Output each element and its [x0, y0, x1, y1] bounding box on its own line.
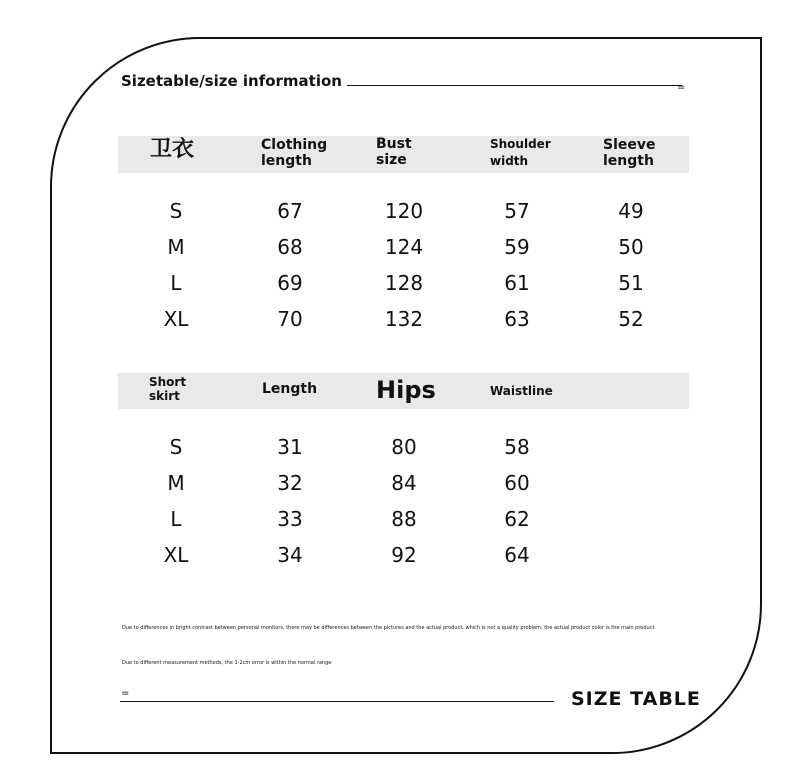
table2-header-short-skirt: Short skirt	[149, 375, 187, 403]
table2-cell: 88	[391, 507, 417, 531]
table2-cell: 64	[504, 543, 530, 567]
table1-cell: 61	[504, 271, 530, 295]
table2-cell: M	[167, 471, 185, 495]
table2-cell: XL	[163, 543, 189, 567]
table1-cell: 128	[384, 271, 424, 295]
header-rule	[347, 85, 682, 86]
table1-header-bust-size: Bust size	[376, 136, 412, 168]
footer-size-table-label: SIZE TABLE	[571, 688, 701, 710]
header-eq-mark: =	[677, 82, 686, 93]
table1-cell: 52	[618, 307, 644, 331]
table1-cell: 59	[504, 235, 530, 259]
table2-cell: 80	[391, 435, 417, 459]
table1-header-shoulder-width: Shoulder width	[490, 137, 551, 168]
table2-cell: 92	[391, 543, 417, 567]
table1-cell: 57	[504, 199, 530, 223]
table2-cell: 84	[391, 471, 417, 495]
table2-header-length: Length	[262, 381, 318, 397]
table2-cell: 58	[504, 435, 530, 459]
table1-cell: 63	[504, 307, 530, 331]
table2-header-waistline: Waistline	[490, 384, 553, 398]
table1-cell: S	[169, 199, 183, 223]
page-title: Sizetable/size information	[121, 72, 342, 90]
table1-cell: 51	[618, 271, 644, 295]
footer-rule	[120, 701, 554, 702]
table1-cell: M	[167, 235, 185, 259]
table1-header-sleeve-length: Sleeve length	[603, 137, 656, 169]
table2-cell: 31	[277, 435, 303, 459]
table1-cell: 67	[277, 199, 303, 223]
table1-cell: 70	[277, 307, 303, 331]
table2-cell: 32	[277, 471, 303, 495]
table2-cell: 62	[504, 507, 530, 531]
table1-cell: 68	[277, 235, 303, 259]
table1-cell: 69	[277, 271, 303, 295]
table2-header-hips: Hips	[376, 376, 436, 404]
table2-cell: L	[170, 507, 182, 531]
table1-cell: L	[170, 271, 182, 295]
table2-cell: S	[169, 435, 183, 459]
note-measurement-error: Due to different measurement methods, the 1-2cm error is within the normal range	[122, 660, 332, 666]
note-monitor-difference: Due to differences in bright contrast between personal monitors, there may be differences between the pictures and the actual product, which is not a quality problem, the actual product color is the main product	[122, 625, 655, 631]
table2-cell: 60	[504, 471, 530, 495]
table2-cell: 33	[277, 507, 303, 531]
table2-cell: 34	[277, 543, 303, 567]
table1-cell: XL	[163, 307, 189, 331]
table1-cell: 132	[384, 307, 424, 331]
table1-cell: 50	[618, 235, 644, 259]
table1-header-clothing-length: Clothing length	[261, 137, 328, 169]
table1-cell: 49	[618, 199, 644, 223]
table1-header-garment: 卫衣	[150, 136, 195, 162]
table1-cell: 124	[384, 235, 424, 259]
table1-cell: 120	[384, 199, 424, 223]
footer-eq-mark: =	[121, 688, 130, 699]
